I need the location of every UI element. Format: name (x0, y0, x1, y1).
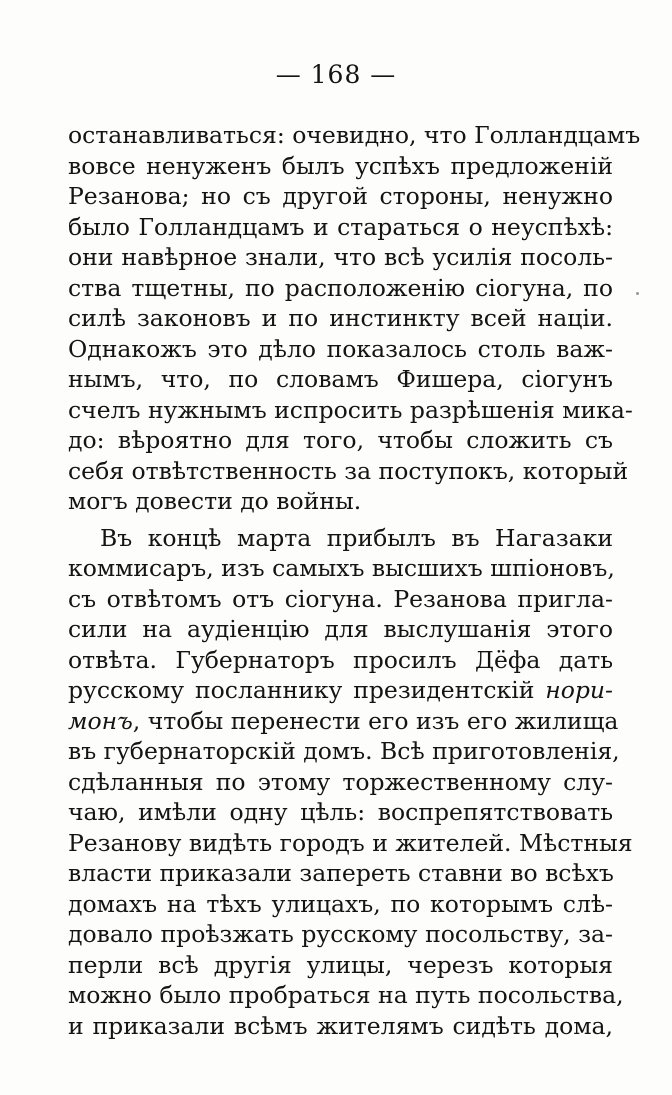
text-line: Однакожъ это дѣло показалось столь важ- (68, 334, 613, 363)
text-line: вовсе ненуженъ былъ успѣхъ предложеній (68, 151, 613, 180)
text-line: сили на аудіенцію для выслушанія этого (68, 615, 613, 643)
paper-speck (636, 292, 639, 295)
text-line: коммисаръ, изъ самыхъ высшихъ шпіоновъ, (68, 554, 615, 582)
text-line: Резанову видѣть городъ и жителей. Мѣстныя (68, 828, 633, 857)
text-line: перли всѣ другія улицы, черезъ которыя (68, 950, 613, 979)
text-line: домахъ на тѣхъ улицахъ, по которымъ слѣ- (68, 889, 613, 918)
text-line: можно было пробраться на путь посольства, (68, 981, 624, 1009)
paragraph-2 (68, 523, 633, 1042)
text-line: власти приказали запереть ставни во всѣхъ (68, 859, 614, 887)
text-line: Въ концѣ марта прибылъ въ Нагазаки (100, 523, 613, 552)
text-line: съ отвѣтомъ отъ сіогуна. Резанова пригла- (68, 584, 613, 613)
text-line: и приказали всѣмъ жителямъ сидѣть дома, (68, 1011, 613, 1040)
text-line: себя отвѣтственность за поступокъ, который (68, 456, 629, 485)
text-line: чаю, имѣли одну цѣль: воспрепятствовать (68, 798, 613, 826)
text-line: счелъ нужнымъ испросить разрѣшенія мика- (68, 395, 633, 424)
text-line: нымъ, что, по словамъ Фишера, сіогунъ (68, 365, 613, 393)
text-line: они навѣрное знали, что всѣ усилія посоль- (68, 243, 613, 271)
text-line: Резанова; но съ другой стороны, ненужно (68, 182, 613, 210)
text-line: силѣ законовъ и по инстинкту всей націи. (68, 304, 613, 332)
text-line: до: вѣроятно для того, чтобы сложить съ (68, 426, 613, 454)
italic-term: монъ (68, 706, 133, 735)
italic-term: нори- (545, 676, 613, 704)
text-line: останавливаться: очевидно, что Голландцамъ (68, 121, 641, 149)
text-line: довало проѣзжать русскому посольству, за- (68, 920, 613, 948)
text-line-with-italic (68, 706, 619, 737)
text-line: могъ довести до войны. (68, 487, 362, 515)
body-text (68, 120, 641, 1041)
text-fragment: , чтобы перенести его изъ его жилища (132, 706, 619, 735)
text-line: отвѣта. Губернаторъ просилъ Дёфа дать (68, 645, 613, 674)
text-line: ства тщетны, по расположенію сіогуна, по (68, 273, 613, 302)
text-line: въ губернаторскій домъ. Всѣ приготовленія, (68, 737, 620, 765)
page-number: — 168 — (275, 60, 397, 89)
text-line-with-italic (68, 675, 613, 706)
text-line: сдѣланныя по этому торжественному слу- (68, 767, 613, 796)
paragraph-1 (68, 120, 641, 517)
text-fragment: русскому посланнику президентскій (68, 676, 535, 704)
text-line: было Голландцамъ и стараться о неуспѣхѣ: (68, 212, 613, 241)
